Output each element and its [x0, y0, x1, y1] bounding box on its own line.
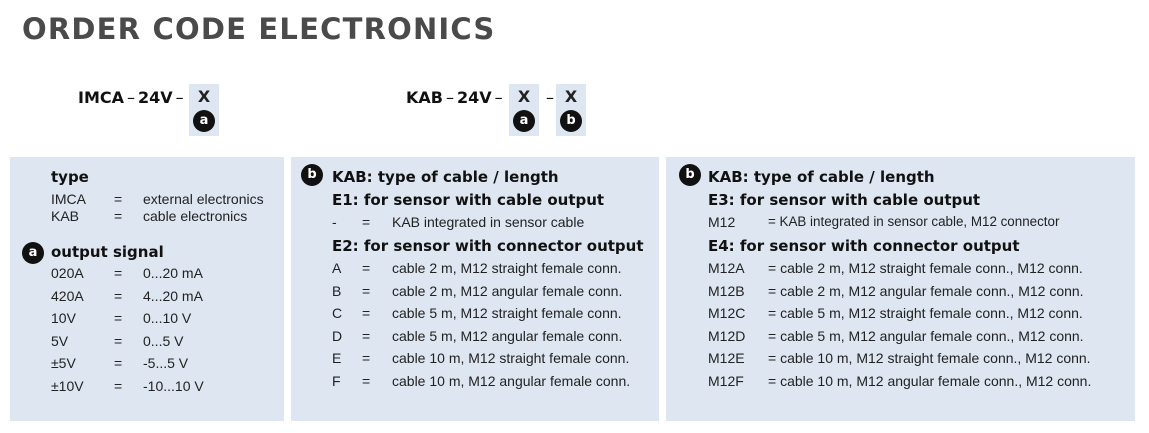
- badge-b-icon: b: [301, 164, 323, 186]
- badge-b-icon: b: [560, 110, 582, 132]
- cable-desc: = cable 2 m, M12 straight female conn., M12 conn.: [768, 260, 1083, 276]
- cable-code: M12D: [708, 327, 746, 344]
- code-voltage: 24V: [138, 88, 173, 107]
- type-code: IMCA: [51, 191, 86, 207]
- cable-code: M12A: [708, 260, 745, 276]
- code-x-placeholder: X: [517, 87, 531, 106]
- type-desc: cable electronics: [143, 208, 248, 224]
- e1-eq: =: [362, 214, 371, 230]
- kab-cable-heading: KAB: type of cable / length: [332, 168, 559, 186]
- cable-desc: cable 5 m, M12 straight female conn.: [392, 305, 622, 322]
- code-dash: –: [494, 88, 503, 107]
- signal-eq: =: [114, 378, 123, 394]
- cable-eq: =: [362, 327, 371, 344]
- badge-a-icon: a: [22, 242, 44, 264]
- cable-desc: cable 10 m, M12 straight female conn.: [392, 350, 630, 367]
- type-eq: =: [114, 191, 123, 207]
- code-dash: –: [127, 88, 135, 107]
- cable-eq: =: [362, 350, 371, 367]
- code-prefix: KAB: [406, 88, 443, 107]
- cable-code: M12B: [708, 282, 745, 299]
- cable-code: C: [332, 305, 343, 322]
- type-eq: =: [114, 208, 123, 224]
- order-code-kab: [406, 87, 506, 107]
- cable-desc: = cable 10 m, M12 angular female conn., M12 conn.: [768, 373, 1092, 389]
- code-voltage: 24V: [456, 88, 492, 107]
- code-prefix: IMCA: [78, 88, 124, 107]
- signal-code: 420A: [51, 287, 84, 304]
- kab-cable-panel-e1-e2: [291, 157, 659, 421]
- cable-code: D: [332, 327, 343, 344]
- cable-desc: = cable 10 m, M12 straight female conn., M12 conn.: [768, 350, 1091, 367]
- order-code-imca: [78, 87, 187, 107]
- signal-desc: 0...20 mA: [143, 265, 203, 281]
- cable-code: E: [332, 350, 342, 367]
- type-heading: type: [51, 168, 89, 186]
- signal-code: 020A: [51, 265, 84, 281]
- e1-desc: KAB integrated in sensor cable: [392, 214, 585, 230]
- cable-desc: cable 10 m, M12 angular female conn.: [392, 373, 631, 389]
- signal-desc: 0...10 V: [143, 310, 192, 327]
- e3-heading: E3: for sensor with cable output: [708, 191, 981, 209]
- signal-desc: -10...10 V: [143, 378, 204, 394]
- badge-b-icon: b: [679, 164, 701, 186]
- cable-desc: cable 5 m, M12 angular female conn.: [392, 327, 623, 344]
- e2-heading: E2: for sensor with connector output: [332, 237, 644, 255]
- page-title: ORDER CODE ELECTRONICS: [22, 12, 496, 46]
- signal-eq: =: [114, 310, 123, 327]
- signal-code: ±10V: [51, 378, 84, 394]
- signal-desc: -5...5 V: [143, 355, 189, 372]
- cable-desc: cable 2 m, M12 angular female conn.: [392, 282, 623, 299]
- cable-code: M12C: [708, 305, 746, 322]
- signal-code: 5V: [51, 332, 69, 349]
- badge-a-icon: a: [513, 110, 535, 132]
- signal-eq: =: [114, 332, 123, 349]
- signal-eq: =: [114, 355, 123, 372]
- badge-a-icon: a: [193, 110, 215, 132]
- signal-eq: =: [114, 287, 123, 304]
- signal-eq: =: [114, 265, 123, 281]
- cable-desc: = cable 5 m, M12 straight female conn., M12 conn.: [768, 305, 1083, 322]
- cable-code: B: [332, 282, 342, 299]
- e3-desc: = KAB integrated in sensor cable, M12 connector: [768, 214, 1060, 229]
- cable-desc: = cable 2 m, M12 angular female conn., M12 conn.: [768, 282, 1084, 299]
- kab-cable-heading: KAB: type of cable / length: [708, 168, 935, 186]
- signal-code: ±5V: [51, 355, 76, 372]
- cable-eq: =: [362, 260, 371, 276]
- cable-desc: cable 2 m, M12 straight female conn.: [392, 260, 622, 276]
- signal-desc: 4...20 mA: [143, 287, 203, 304]
- code-x-placeholder: X: [197, 87, 211, 106]
- cable-desc: = cable 5 m, M12 angular female conn., M12 conn.: [768, 327, 1084, 344]
- signal-desc: 0...5 V: [143, 332, 184, 349]
- kab-cable-panel-e3-e4: [666, 157, 1135, 421]
- cable-code: M12F: [708, 373, 744, 389]
- code-dash: –: [175, 88, 184, 107]
- cable-eq: =: [362, 282, 371, 299]
- e3-code: M12: [708, 214, 736, 230]
- cable-code: A: [332, 260, 342, 276]
- signal-code: 10V: [51, 310, 76, 327]
- cable-code: M12E: [708, 350, 745, 367]
- code-dash: –: [546, 88, 554, 107]
- e1-heading: E1: for sensor with cable output: [332, 191, 605, 209]
- type-code: KAB: [51, 208, 80, 224]
- code-x-placeholder: X: [564, 87, 578, 106]
- cable-eq: =: [362, 305, 371, 322]
- e1-code: -: [332, 214, 337, 230]
- cable-code: F: [332, 373, 341, 389]
- e4-heading: E4: for sensor with connector output: [708, 237, 1020, 255]
- code-dash: –: [445, 88, 454, 107]
- type-output-panel: [10, 157, 284, 421]
- output-signal-heading: output signal: [51, 243, 164, 261]
- type-desc: external electronics: [143, 191, 264, 207]
- cable-eq: =: [362, 373, 371, 389]
